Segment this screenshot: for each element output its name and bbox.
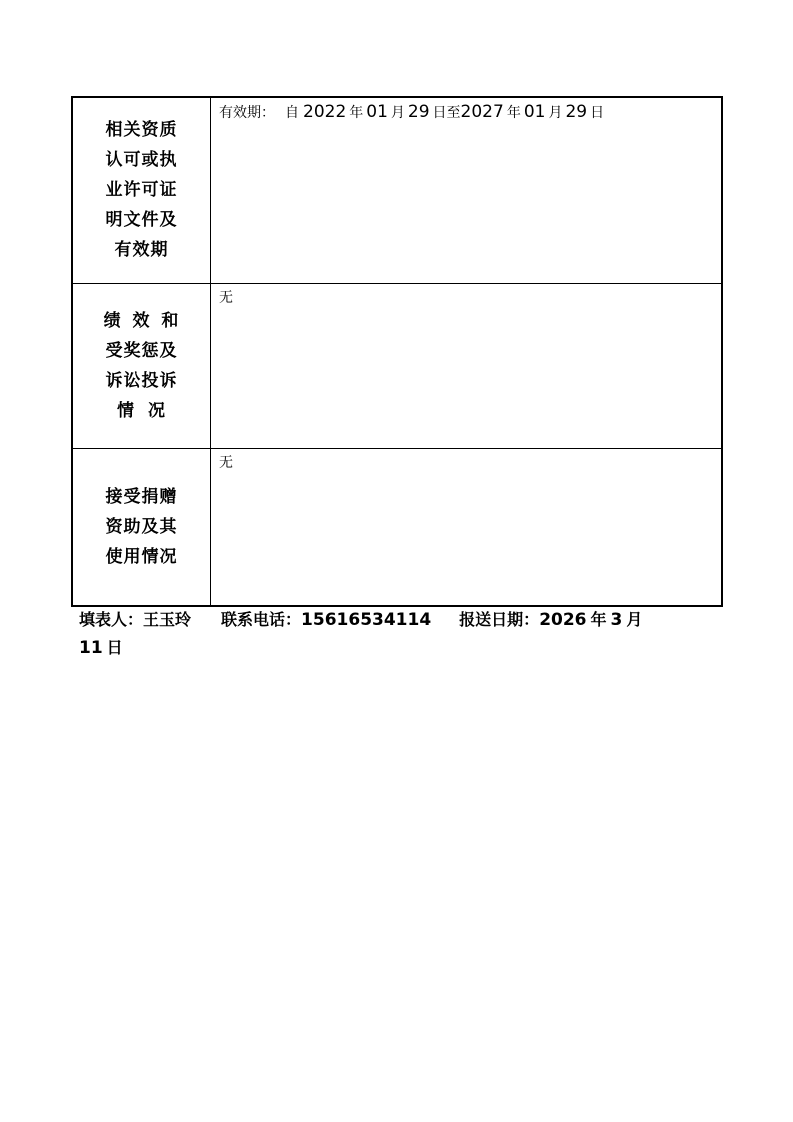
performance-content-text: 无: [219, 289, 233, 306]
donation-label-line: 接受捐赠: [105, 486, 178, 507]
performance-content-cell: [211, 283, 723, 448]
validity-period-text: 有效期： 自 2022 年 01 月 29 日至2027 年 01 月 29 日: [219, 102, 605, 122]
date-day-char: 日: [106, 638, 123, 657]
report-footer: [79, 606, 719, 662]
qualification-label-line: 认可或执: [105, 150, 178, 171]
qualification-label-line: 明文件及: [105, 210, 178, 231]
qualification-row: [72, 97, 722, 283]
filler-name: 王玉玲: [143, 610, 192, 629]
date-year-char: 年: [590, 610, 607, 629]
filler-label: 填表人：: [79, 610, 144, 629]
phone-number: 15616534114: [301, 610, 432, 630]
performance-label-line: 情 况: [117, 400, 166, 421]
performance-label-line: 受奖惩及: [105, 340, 178, 361]
performance-label-line: 诉讼投诉: [105, 370, 178, 391]
donation-content-text: 无: [219, 454, 233, 471]
date-year: 2026: [539, 610, 587, 630]
qualification-content-cell: [211, 97, 723, 283]
donation-row: [72, 448, 722, 606]
qualification-label-line: 相关资质: [105, 120, 178, 141]
qualification-label-line: 业许可证: [105, 180, 178, 201]
phone-label: 联系电话：: [221, 610, 302, 629]
qualification-label-cell: [72, 97, 211, 283]
date-month: 3: [610, 610, 623, 630]
performance-label-line: 绩 效 和: [103, 310, 180, 331]
performance-label-cell: [72, 283, 211, 448]
date-label: 报送日期：: [459, 610, 540, 629]
donation-content-cell: [211, 448, 723, 606]
donation-label-cell: [72, 448, 211, 606]
report-table: [71, 96, 723, 607]
date-month-char: 月: [626, 610, 643, 629]
qualification-label-line: 有效期: [114, 240, 169, 261]
performance-row: [72, 283, 722, 448]
date-day: 11: [79, 638, 103, 658]
donation-label-line: 资助及其: [105, 516, 178, 537]
donation-label-line: 使用情况: [105, 546, 178, 567]
